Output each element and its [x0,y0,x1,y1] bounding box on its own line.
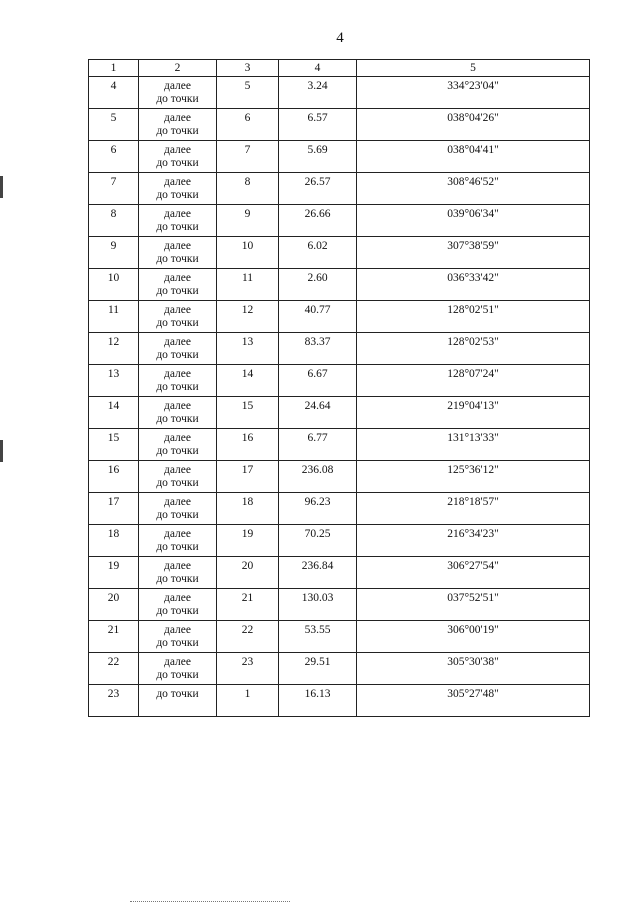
cell-length: 83.37 [279,333,357,365]
direction-line: до точки [156,688,199,700]
direction-line: далее [163,368,191,380]
cell-length: 53.55 [279,621,357,653]
cell-length: 24.64 [279,397,357,429]
direction-line: до точки [156,605,199,617]
direction-line: далее [163,560,191,572]
cell-angle: 125°36'12" [357,461,590,493]
cell-to-point: 20 [217,557,279,589]
cell-to-point: 21 [217,589,279,621]
direction-line: далее [163,240,191,252]
cell-from-point: 23 [89,685,139,717]
direction-line: далее [163,304,191,316]
cell-length: 26.66 [279,205,357,237]
direction-line: до точки [156,381,199,393]
cell-length: 6.67 [279,365,357,397]
cell-length: 70.25 [279,525,357,557]
cell-angle: 216°34'23" [357,525,590,557]
table-row [89,141,590,173]
boundary-table [88,59,590,717]
header-cell-1: 1 [89,60,139,77]
cell-from-point: 19 [89,557,139,589]
cell-to-point: 19 [217,525,279,557]
cell-direction [139,525,217,557]
cell-angle: 305°27'48" [357,685,590,717]
table-row [89,429,590,461]
cell-angle: 334°23'04" [357,77,590,109]
table-row [89,173,590,205]
cell-to-point: 8 [217,173,279,205]
cell-length: 26.57 [279,173,357,205]
cell-length: 6.77 [279,429,357,461]
direction-line: далее [163,464,191,476]
cell-to-point: 16 [217,429,279,461]
cell-to-point: 5 [217,77,279,109]
direction-line: далее [163,112,191,124]
cell-from-point: 9 [89,237,139,269]
header-cell-5: 5 [357,60,590,77]
table-row [89,301,590,333]
cell-angle: 306°00'19" [357,621,590,653]
table-row [89,333,590,365]
cell-direction [139,589,217,621]
table-row [89,77,590,109]
cell-angle: 306°27'54" [357,557,590,589]
direction-line: до точки [156,637,199,649]
cell-from-point: 16 [89,461,139,493]
cell-angle: 218°18'57" [357,493,590,525]
cell-direction [139,237,217,269]
direction-line: далее [163,592,191,604]
cell-direction [139,557,217,589]
direction-line: до точки [156,157,199,169]
cell-from-point: 20 [89,589,139,621]
cell-direction [139,493,217,525]
direction-line: далее [163,624,191,636]
direction-line: далее [163,336,191,348]
table-row [89,621,590,653]
cell-from-point: 14 [89,397,139,429]
header-row [89,60,590,77]
cell-angle: 128°02'51" [357,301,590,333]
cell-angle: 036°33'42" [357,269,590,301]
cell-from-point: 8 [89,205,139,237]
cell-length: 96.23 [279,493,357,525]
cell-direction [139,653,217,685]
cell-to-point: 22 [217,621,279,653]
cell-length: 236.08 [279,461,357,493]
cell-angle: 038°04'26" [357,109,590,141]
cell-from-point: 15 [89,429,139,461]
cell-from-point: 17 [89,493,139,525]
table-row [89,461,590,493]
cell-to-point: 10 [217,237,279,269]
cell-angle: 037°52'51" [357,589,590,621]
table-row [89,685,590,717]
cell-direction [139,461,217,493]
direction-line: до точки [156,445,199,457]
cell-direction [139,173,217,205]
cell-to-point: 11 [217,269,279,301]
table-row [89,109,590,141]
scan-margin-mark [0,440,3,462]
direction-line: до точки [156,573,199,585]
cell-angle: 128°07'24" [357,365,590,397]
direction-line: до точки [156,189,199,201]
cell-to-point: 6 [217,109,279,141]
cell-length: 5.69 [279,141,357,173]
direction-line: до точки [156,477,199,489]
table-row [89,525,590,557]
direction-line: до точки [156,349,199,361]
header-cell-4: 4 [279,60,357,77]
direction-line: далее [163,400,191,412]
cell-angle: 219°04'13" [357,397,590,429]
cell-from-point: 7 [89,173,139,205]
cell-from-point: 4 [89,77,139,109]
header-cell-2: 2 [139,60,217,77]
direction-line: до точки [156,541,199,553]
direction-line: далее [163,144,191,156]
cell-to-point: 1 [217,685,279,717]
direction-line: до точки [156,413,199,425]
cell-angle: 307°38'59" [357,237,590,269]
cell-angle: 039°06'34" [357,205,590,237]
direction-line: далее [163,176,191,188]
direction-line: далее [163,656,191,668]
cell-length: 29.51 [279,653,357,685]
cell-from-point: 5 [89,109,139,141]
direction-line: далее [163,208,191,220]
table-row [89,365,590,397]
table-row [89,493,590,525]
cell-from-point: 12 [89,333,139,365]
direction-line: до точки [156,253,199,265]
cell-to-point: 14 [217,365,279,397]
table-row [89,269,590,301]
cell-to-point: 7 [217,141,279,173]
cell-from-point: 11 [89,301,139,333]
scan-margin-mark [0,176,3,198]
cell-from-point: 18 [89,525,139,557]
direction-line: до точки [156,285,199,297]
cell-direction [139,301,217,333]
cell-from-point: 10 [89,269,139,301]
table-body [89,60,590,717]
table-row [89,653,590,685]
cell-length: 2.60 [279,269,357,301]
cell-angle: 308°46'52" [357,173,590,205]
table-row [89,205,590,237]
cell-from-point: 6 [89,141,139,173]
cell-direction [139,365,217,397]
cell-to-point: 18 [217,493,279,525]
table-row [89,557,590,589]
table-row [89,397,590,429]
cell-length: 16.13 [279,685,357,717]
cell-to-point: 13 [217,333,279,365]
direction-line: до точки [156,93,199,105]
direction-line: до точки [156,669,199,681]
cell-direction [139,621,217,653]
cell-angle: 038°04'41" [357,141,590,173]
table-row [89,589,590,621]
page-number: 4 [336,30,344,46]
cell-length: 3.24 [279,77,357,109]
cell-to-point: 15 [217,397,279,429]
direction-line: до точки [156,317,199,329]
header-cell-3: 3 [217,60,279,77]
direction-line: до точки [156,221,199,233]
cell-length: 40.77 [279,301,357,333]
direction-line: далее [163,496,191,508]
cell-direction [139,141,217,173]
scan-footer-smudge [130,901,290,903]
cell-length: 130.03 [279,589,357,621]
cell-direction [139,685,217,717]
cell-angle: 131°13'33" [357,429,590,461]
cell-direction [139,269,217,301]
direction-line: до точки [156,125,199,137]
cell-to-point: 12 [217,301,279,333]
direction-line: далее [163,80,191,92]
cell-direction [139,397,217,429]
cell-angle: 305°30'38" [357,653,590,685]
cell-length: 6.57 [279,109,357,141]
table-row [89,237,590,269]
direction-line: далее [163,528,191,540]
cell-length: 236.84 [279,557,357,589]
direction-line: далее [163,432,191,444]
cell-direction [139,205,217,237]
cell-to-point: 23 [217,653,279,685]
cell-direction [139,429,217,461]
direction-line: далее [163,272,191,284]
cell-length: 6.02 [279,237,357,269]
cell-direction [139,77,217,109]
cell-direction [139,109,217,141]
direction-line: до точки [156,509,199,521]
cell-direction [139,333,217,365]
cell-from-point: 21 [89,621,139,653]
cell-to-point: 17 [217,461,279,493]
cell-angle: 128°02'53" [357,333,590,365]
cell-to-point: 9 [217,205,279,237]
cell-from-point: 13 [89,365,139,397]
cell-from-point: 22 [89,653,139,685]
